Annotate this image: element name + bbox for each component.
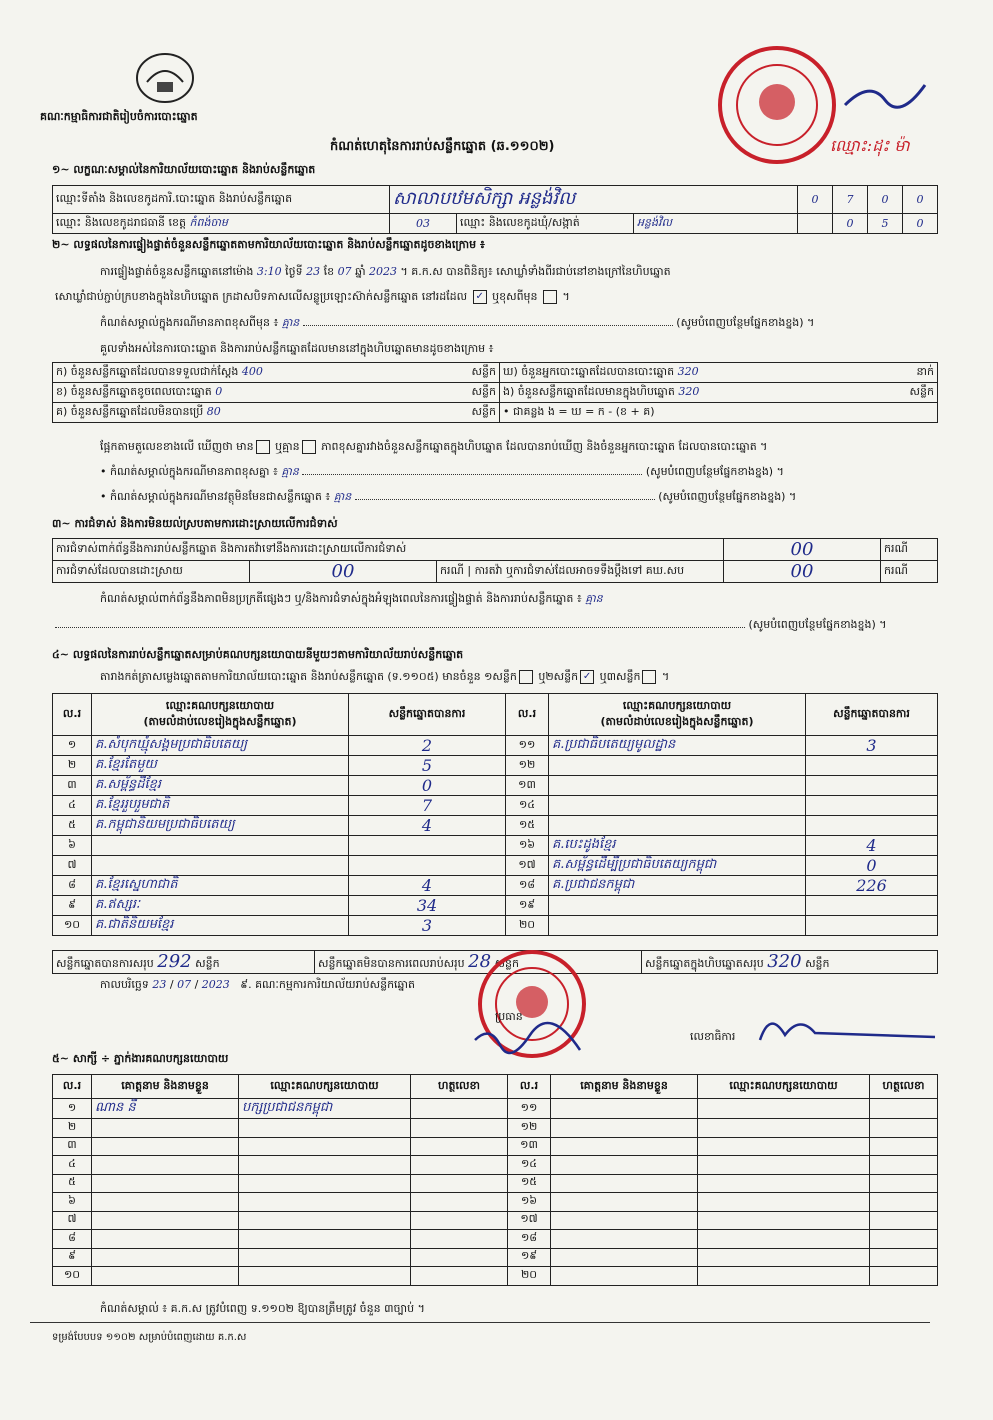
code-digit: 0 — [903, 186, 938, 214]
party-name: គ.សម្ព័ន្ធដីខ្មែរ — [92, 776, 349, 796]
witness-party — [698, 1137, 870, 1156]
witness-signature — [411, 1230, 508, 1249]
party-row — [53, 916, 938, 936]
diff-note: • កំណត់សម្គាល់ក្នុងករណីមានភាពខុសគ្នា ៖ គ្មាន (សូមបំពេញបន្ថែមផ្នែកខាងខ្នង) ។ — [100, 465, 784, 478]
witness-name — [551, 1211, 698, 1230]
party-name: គ.បេះដូងខ្មែរ — [549, 836, 806, 856]
witness-party — [239, 1248, 411, 1267]
org-name: គណៈកម្មាធិការជាតិរៀបចំការបោះឆ្នោត — [40, 110, 198, 123]
row-number: ១២ — [508, 1119, 551, 1138]
totals-table: សន្លឹកឆ្នោតបានការសរុប 292 សន្លឹក សន្លឹកឆ្នោតមិនបានការពេលរាប់សរុប 28 សន្លឹក សន្លឹកឆ្នោតក្នុងហិបឆ្នោតសរុប 320 សន្លឹក — [52, 950, 938, 974]
witness-signature — [411, 1174, 508, 1193]
difference-line: ផ្អែកតាមតួលេខខាងលើ ឃើញថា មាន ឬគ្មាន ភាពខុសគ្នារវាងចំនួនសន្លឹកឆ្នោតក្នុងហិបឆ្នោត ដែលបានរាប់ឃើញ និងចំនួនអ្នកបោះឆ្នោត ដែលបានបោះឆ្នោត ។ — [100, 440, 768, 453]
row-number: ៣ — [53, 1137, 92, 1156]
witness-signature — [870, 1211, 938, 1230]
section4-heading: ៤~ លទ្ធផលនៃការរាប់សន្លឹកឆ្នោតសម្រាប់គណបក្សនយោបាយនីមួយៗតាមការិយាល័យរាប់សន្លឹកឆ្នោត — [52, 648, 464, 661]
vote-count — [806, 796, 938, 816]
row-number: ១៩ — [508, 1248, 551, 1267]
witness-party — [698, 1099, 870, 1119]
witness-name — [92, 1248, 239, 1267]
section2-heading: ២~ លទ្ធផលនៃការផ្ទៀងផ្ទាត់ចំនួនសន្លឹកឆ្នោតតាមការិយាល័យបោះឆ្នោត និងរាប់សន្លឹកឆ្នោតដូចខាងក្រោម ៖ — [52, 238, 485, 251]
vote-count: 2 — [349, 736, 506, 756]
row-number: ១៣ — [508, 1137, 551, 1156]
row-number: ២ — [53, 756, 92, 776]
witness-row — [53, 1119, 938, 1138]
witness-row — [53, 1248, 938, 1267]
witness-signature — [870, 1137, 938, 1156]
witness-signature — [411, 1099, 508, 1119]
row-number: ១៦ — [506, 836, 549, 856]
witness-name — [92, 1211, 239, 1230]
witness-name — [92, 1137, 239, 1156]
party-row — [53, 856, 938, 876]
witness-signature — [870, 1119, 938, 1138]
row-number: ១៥ — [506, 816, 549, 836]
section1-heading: ១~ លក្ខណៈសម្គាល់នៃការិយាល័យបោះឆ្នោត និងរាប់សន្លឹកឆ្នោត — [52, 163, 316, 176]
party-name: គ.សម្ព័ន្ធដើម្បីប្រជាធិបតេយ្យកម្ពុជា — [549, 856, 806, 876]
party-name — [549, 796, 806, 816]
party-name: គ.ប្រជាធិបតេយ្យមូលដ្ឋាន — [549, 736, 806, 756]
witness-name — [92, 1267, 239, 1286]
commune-code-digit: 0 — [833, 214, 868, 234]
row-number: ១២ — [506, 756, 549, 776]
party-name — [549, 756, 806, 776]
row-number: ១ — [53, 736, 92, 756]
witness-party: បក្សប្រជាជនកម្ពុជា — [239, 1099, 411, 1119]
vote-count: 7 — [349, 796, 506, 816]
verify-year: 2023 — [369, 265, 398, 278]
row-number: ១៤ — [508, 1156, 551, 1175]
witness-party — [698, 1267, 870, 1286]
witness-name — [551, 1248, 698, 1267]
party-name — [92, 856, 349, 876]
witness-row — [53, 1267, 938, 1286]
witness-name — [92, 1119, 239, 1138]
row-number: ៨ — [53, 1230, 92, 1249]
two-sheet-checkbox[interactable]: ✓ — [580, 670, 594, 684]
row-number: ៤ — [53, 796, 92, 816]
no-diff-checkbox[interactable] — [302, 440, 316, 454]
province-code: 03 — [390, 214, 457, 234]
vote-count: 4 — [349, 876, 506, 896]
row-number: ២០ — [508, 1267, 551, 1286]
witness-signature — [870, 1267, 938, 1286]
row-number: ១០ — [53, 916, 92, 936]
row-number: ៤ — [53, 1156, 92, 1175]
national-emblem — [135, 52, 195, 104]
witness-party — [239, 1230, 411, 1249]
row-number: ១៧ — [506, 856, 549, 876]
witness-signature — [870, 1156, 938, 1175]
has-diff-checkbox[interactable] — [256, 440, 270, 454]
vote-count: 4 — [806, 836, 938, 856]
row-number: ១០ — [53, 1267, 92, 1286]
vote-count — [349, 856, 506, 876]
verify-line: ការផ្ទៀងផ្ទាត់ចំនួនសន្លឹកឆ្នោតនៅម៉ោង 3:10 ថ្ងៃទី 23 ខែ 07 ឆ្នាំ 2023 ។ គ.ក.ស បានពិនិត្យ៖ សោឃ្លាំទាំងពីរជាប់នៅខាងក្រៅនៃហិបឆ្នោត — [100, 265, 671, 278]
party-name — [549, 916, 806, 936]
invalid-total: 28 — [468, 951, 492, 972]
one-sheet-checkbox[interactable] — [519, 670, 533, 684]
objection-note: កំណត់សម្គាល់ពាក់ព័ន្ធនឹងភាពមិនប្រក្រតីផ្សេងៗ ឬ/និងការជំទាស់ក្នុងអំឡុងពេលនៃការផ្ទៀងផ្ទាត់ និងការរាប់សន្លឹកឆ្នោត ៖ គ្មាន — [100, 592, 603, 605]
code-digit: 0 — [868, 186, 903, 214]
section1-table — [52, 185, 938, 234]
witness-party — [239, 1211, 411, 1230]
party-name: គ.សំបុកឃ្មុំសង្គមប្រជាធិបតេយ្យ — [92, 736, 349, 756]
witness-party — [698, 1156, 870, 1175]
row-number: ៥ — [53, 1174, 92, 1193]
results-table — [52, 362, 938, 423]
party-name — [549, 776, 806, 796]
row-number: ៩ — [53, 1248, 92, 1267]
vote-count: 5 — [349, 756, 506, 776]
valid-total: 292 — [157, 951, 192, 972]
date-line: កាលបរិច្ឆេទ 23 / 07 / 2023 ៩. គណៈកម្មការការិយាល័យរាប់សន្លឹកឆ្នោត — [100, 978, 416, 991]
different-checkbox[interactable] — [543, 290, 557, 304]
witness-party — [239, 1174, 411, 1193]
verify-month: 07 — [337, 265, 352, 278]
witness-signature — [870, 1248, 938, 1267]
secretary-signature — [755, 1005, 945, 1055]
party-name: គ.ខ្មែរតែមួយ — [92, 756, 349, 776]
ballot-box-total: 320 — [767, 951, 802, 972]
row-number: ១៥ — [508, 1174, 551, 1193]
witness-table: ល.រ គោត្តនាម និងនាមខ្លួន ឈ្មោះគណបក្សនយោបាយ ហត្ថលេខា ល.រ គោត្តនាម និងនាមខ្លួន ឈ្មោះគណបក្សនយោបាយ ហត្ថលេខា ១ ណាន នី បក្សប្រជាជនកម្ពុជា ១១ ២ ១២ ៣ ១៣ ៤ ១៤ ៥ ១៥ ៦ ១៦ ៧ ១៧ ៨ ១៨ ៩ ១៩ ១០ ២០ — [52, 1074, 938, 1286]
party-row — [53, 816, 938, 836]
party-row — [53, 736, 938, 756]
resolved-count: 00 — [250, 561, 437, 583]
witness-row — [53, 1099, 938, 1119]
witness-row — [53, 1230, 938, 1249]
witness-signature — [870, 1230, 938, 1249]
row-number: ១៦ — [508, 1193, 551, 1212]
province-label: ឈ្មោះ និងលេខកូដរាជធានី ខេត្ត កំពង់ចាម — [53, 214, 390, 234]
object-note: • កំណត់សម្គាល់ក្នុងករណីមានវត្ថុមិនមែនជាសន្លឹកឆ្នោត ៖ គ្មាន (សូមបំពេញបន្ថែមផ្នែកខាងខ្នង) ។ — [100, 490, 797, 503]
witness-signature — [870, 1099, 938, 1119]
appeal-count: 00 — [724, 561, 881, 583]
witness-party — [239, 1119, 411, 1138]
row-number: ១៨ — [506, 876, 549, 896]
secretary-label: លេខាធិការ — [690, 1030, 736, 1043]
party-name: គ.ជាតិនិយមខ្មែរ — [92, 916, 349, 936]
location-label: ឈ្មោះទីតាំង និងលេខកូដការិ.បោះឆ្នោត និងរាប់សន្លឹកឆ្នោត — [53, 186, 390, 214]
row-number: ៣ — [53, 776, 92, 796]
row-number: ៥ — [53, 816, 92, 836]
signature-top — [840, 75, 930, 115]
witness-name — [92, 1193, 239, 1212]
row-number: ១១ — [508, 1099, 551, 1119]
seal-line: សោឃ្លាំជាប់ភ្ជាប់ក្របខាងក្នុងនៃហិបឆ្នោត ក្រដាសបិទភាសលើសន្លូប្រឡោះស៊ាក់សន្លឹកឆ្នោត នៅរដដែល ✓ ឬខុសពីមុន ។ — [55, 290, 570, 303]
witness-party — [698, 1230, 870, 1249]
section5-heading: ៥~ សាក្សី ÷ ភ្នាក់ងារគណបក្សនយោបាយ — [52, 1052, 229, 1065]
stamp-handwritten-note: ឈ្មោះ:ដុះ ម៉ា — [830, 136, 910, 155]
row-number: ១៤ — [506, 796, 549, 816]
vote-count: 0 — [349, 776, 506, 796]
commune-value: អន្លង់វិល — [634, 214, 798, 234]
witness-signature — [870, 1193, 938, 1212]
party-name: គ.ប្រជាជនកម្ពុជា — [549, 876, 806, 896]
row-number: ៧ — [53, 856, 92, 876]
witness-row — [53, 1137, 938, 1156]
verify-day: 23 — [306, 265, 321, 278]
code-digit: 7 — [833, 186, 868, 214]
witness-name — [551, 1099, 698, 1119]
commune-code-digit: 0 — [903, 214, 938, 234]
witness-name — [551, 1137, 698, 1156]
witness-row — [53, 1174, 938, 1193]
witness-party — [698, 1211, 870, 1230]
witness-signature — [411, 1248, 508, 1267]
row-number: ១ — [53, 1099, 92, 1119]
row-number: ៨ — [53, 876, 92, 896]
witness-signature — [870, 1174, 938, 1193]
vote-count: 226 — [806, 876, 938, 896]
row-number: ១១ — [506, 736, 549, 756]
witness-party — [698, 1174, 870, 1193]
vote-count — [349, 836, 506, 856]
witness-name — [551, 1156, 698, 1175]
row-number: ៦ — [53, 836, 92, 856]
witness-name — [551, 1267, 698, 1286]
witness-party — [698, 1193, 870, 1212]
party-row — [53, 776, 938, 796]
commune-code-digit: 5 — [868, 214, 903, 234]
official-stamp — [718, 46, 836, 164]
vote-count — [806, 756, 938, 776]
province-value: កំពង់ចាម — [189, 215, 228, 229]
row-number: ២ — [53, 1119, 92, 1138]
section3-heading: ៣~ ការជំទាស់ និងការមិនយល់ស្របតាមការដោះស្រាយលើការជំទាស់ — [52, 517, 338, 530]
vote-count: 3 — [806, 736, 938, 756]
party-name: គ.ឥស្សរៈ — [92, 896, 349, 916]
party-name: គ.ខ្មែរស្នេហាជាតិ — [92, 876, 349, 896]
witness-name — [551, 1174, 698, 1193]
witness-signature — [411, 1193, 508, 1212]
witness-row — [53, 1193, 938, 1212]
results-row: ខ) ចំនួនសន្លឹកឆ្នោតខូចពេលបោះឆ្នោត 0 សន្លឹក ង) ចំនួនសន្លឹកឆ្នោតដែលមានក្នុងហិបឆ្នោត 320 សន្លឹក — [53, 383, 938, 403]
row-number: ១៨ — [508, 1230, 551, 1249]
party-name — [92, 836, 349, 856]
row-number: ៧ — [53, 1211, 92, 1230]
verify-time: 3:10 — [256, 265, 282, 278]
objection-table: ការជំទាស់ពាក់ព័ន្ធនឹងការរាប់សន្លឹកឆ្នោត និងការតវ៉ាទៅនឹងការដោះស្រាយលើការជំទាស់ 00 ករណី ការជំទាស់ដែលបានដោះស្រាយ 00 ករណី | ការតវ៉ា ឬការជំទាស់ដែលអាចទទឹងប្តឹងទៅ គឃ.សប 00 ករណី — [52, 538, 938, 583]
vote-count: 0 — [806, 856, 938, 876]
row-number: ៦ — [53, 1193, 92, 1212]
row-number: ៩ — [53, 896, 92, 916]
witness-party — [239, 1137, 411, 1156]
results-row: គ) ចំនួនសន្លឹកឆ្នោតដែលមិនបានប្រើ 80 សន្លឹក • ជាគន្លង ង = ឃ = ក - (ខ + គ) — [53, 403, 938, 423]
witness-signature — [411, 1211, 508, 1230]
party-row — [53, 796, 938, 816]
chair-label: ប្រធាន — [495, 1010, 523, 1023]
witness-party — [698, 1119, 870, 1138]
witness-signature — [411, 1119, 508, 1138]
note-line: កំណត់សម្គាល់ក្នុងករណីមានភាពខុសពីមុន ៖ គ្មាន (សូមបំពេញបន្ថែមផ្នែកខាងខ្នង) ។ — [100, 316, 815, 329]
witness-name — [92, 1230, 239, 1249]
form-footer: ទម្រង់បែបបទ ១១០២ សម្រាប់បំពេញដោយ គ.ក.ស — [52, 1332, 247, 1343]
witness-name — [551, 1230, 698, 1249]
objection-count: 00 — [724, 539, 881, 561]
witness-name — [92, 1156, 239, 1175]
vote-count — [806, 776, 938, 796]
vote-count — [806, 816, 938, 836]
tally-line: តារាងកត់ត្រាសម្លេងឆ្នោតតាមការិយាល័យបោះឆ្នោត និងរាប់សន្លឹកឆ្នោត (ទ.១១០៥) មានចំនួន ១សន្លឹក ឬ២សន្លឹក ✓ ឬ៣សន្លឹក ។ — [100, 670, 670, 683]
chair-signature — [470, 1020, 590, 1060]
witness-name — [551, 1193, 698, 1212]
witness-name — [92, 1174, 239, 1193]
vote-count: 3 — [349, 916, 506, 936]
party-name: គ.ខ្មែររួបរួមជាតិ — [92, 796, 349, 816]
party-name — [549, 896, 806, 916]
code-digit: 0 — [798, 186, 833, 214]
party-row — [53, 756, 938, 776]
vote-count: 4 — [349, 816, 506, 836]
witness-signature — [411, 1267, 508, 1286]
location-value: សាលាបឋមសិក្សា អន្លង់វិល — [390, 186, 798, 214]
form-title: កំណត់ហេតុនៃការរាប់សន្លឹកឆ្នោត (ឆ.១១០២) — [330, 139, 555, 154]
witness-signature — [411, 1156, 508, 1175]
row-number: ២០ — [506, 916, 549, 936]
party-row — [53, 896, 938, 916]
vote-count — [806, 916, 938, 936]
party-name — [549, 816, 806, 836]
witness-signature — [411, 1137, 508, 1156]
party-row — [53, 836, 938, 856]
results-intro: គួលទាំងអស់នៃការបោះឆ្នោត និងការរាប់សន្លឹកឆ្នោតដែលមាននៅក្នុងហិបឆ្នោតមានដូចខាងក្រោម ៖ — [100, 342, 494, 355]
witness-name: ណាន នី — [92, 1099, 239, 1119]
witness-party — [239, 1193, 411, 1212]
commune-label: ឈ្មោះ និងលេខកូដឃុំ/សង្កាត់ — [457, 214, 634, 234]
witness-party — [239, 1156, 411, 1175]
row-number: ១៩ — [506, 896, 549, 916]
witness-row — [53, 1156, 938, 1175]
results-row: ក) ចំនួនសន្លឹកឆ្នោតដែលបានទទួលជាក់ស្តែង 400 សន្លឹក ឃ) ចំនួនអ្នកបោះឆ្នោតដែលបានបោះឆ្នោត 320 នាក់ — [53, 363, 938, 383]
vote-count — [806, 896, 938, 916]
party-row — [53, 876, 938, 896]
three-sheet-checkbox[interactable] — [642, 670, 656, 684]
same-checkbox[interactable]: ✓ — [473, 290, 487, 304]
witness-party — [239, 1267, 411, 1286]
vote-count: 34 — [349, 896, 506, 916]
witness-party — [698, 1248, 870, 1267]
party-results-table: ល.រ ឈ្មោះគណបក្សនយោបាយ (តាមលំដាប់លេខរៀងក្នុងសន្លឹកឆ្នោត) សន្លឹកឆ្នោតបានការ ល.រ ឈ្មោះគណបក្សនយោបាយ (តាមលំដាប់លេខរៀងក្នុងសន្លឹកឆ្នោត) សន្លឹកឆ្នោតបានការ ១ គ.សំបុកឃ្មុំសង្គមប្រជាធិបតេយ្យ 2 ១១ គ.ប្រជាធិបតេយ្យមូលដ្ឋាន 3 ២ គ.ខ្មែរតែមួយ 5 ១២ ៣ គ.សម្ព័ន្ធដីខ្មែរ 0 ១៣ ៤ គ.ខ្មែររួបរួមជាតិ 7 ១៤ ៥ គ.កម្ពុជានិយមប្រជាធិបតេយ្យ 4 ១៥ ៦ ១៦ គ.បេះដូងខ្មែរ 4 ៧ ១៧ គ.សម្ព័ន្ធដើម្បីប្រជាធិបតេយ្យកម្ពុជា 0 ៨ គ.ខ្មែរស្នេហាជាតិ 4 ១៨ គ.ប្រជាជនកម្ពុជា 226 ៩ គ.ឥស្សរៈ 34 ១៩ ១០ គ.ជាតិនិយមខ្មែរ 3 ២០ — [52, 693, 938, 936]
witness-name — [551, 1119, 698, 1138]
party-name: គ.កម្ពុជានិយមប្រជាធិបតេយ្យ — [92, 816, 349, 836]
row-number: ១៧ — [508, 1211, 551, 1230]
witness-row — [53, 1211, 938, 1230]
foot-note: កំណត់សម្គាល់ ៖ គ.ក.ស ត្រូវបំពេញ ទ.១១០២ ឱ្យបានត្រឹមត្រូវ ចំនួន ៣ច្បាប់ ។ — [100, 1302, 425, 1315]
row-number: ១៣ — [506, 776, 549, 796]
